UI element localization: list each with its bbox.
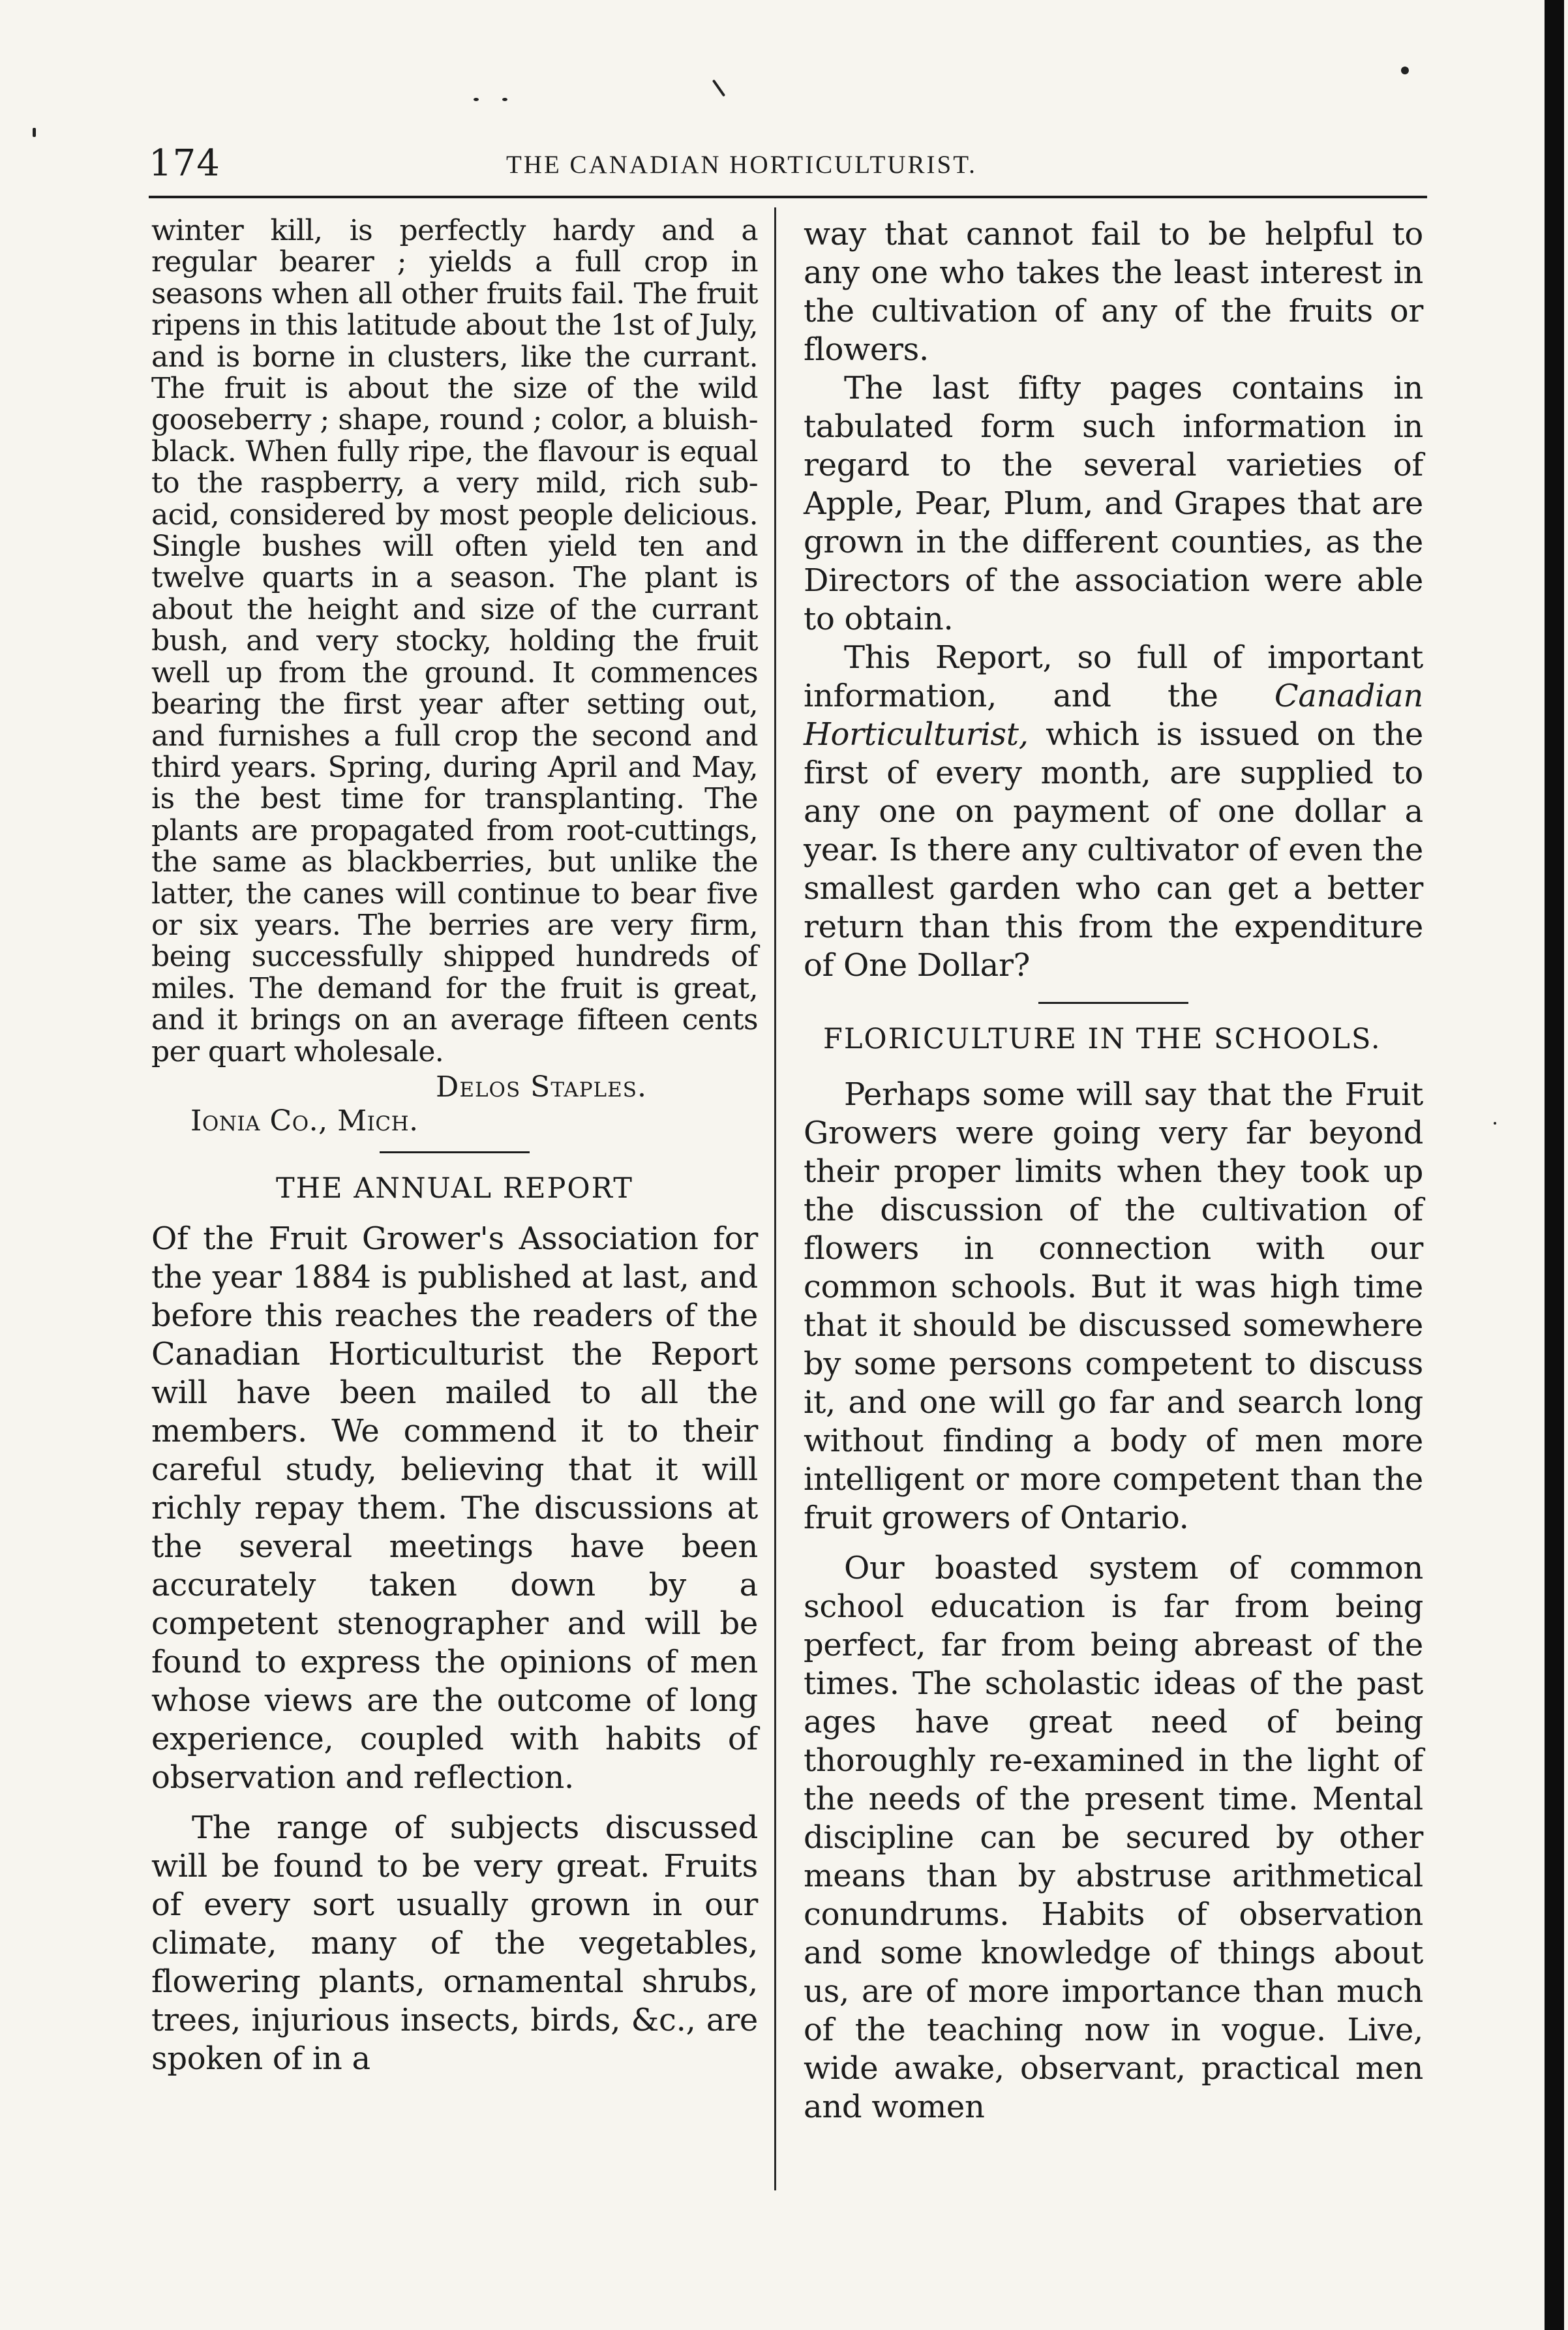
paragraph: The last fifty pages contains in tabulated form such information in regard to the several varieties of Apple, Pear, Plum, and Grapes that are grown in the different counties, as the Directors of the association were able to obtain.	[804, 370, 1423, 637]
scan-speck	[474, 98, 479, 101]
right-column	[804, 215, 1423, 2126]
page-header	[149, 142, 1426, 201]
article-continuation: winter kill, is perfectly hardy and a regular bearer ; yields a full crop in seasons when all other fruits fail. The fruit ripens in this latitude about the 1st of July, and is borne in clusters, like the currant. The fruit is about the size of the wild gooseberry ; shape, round ; color, a bluish-black. When fully ripe, the flavour is equal to the raspberry, a very mild, rich sub-acid, considered by most people delicious. Single bushes will often yield ten and twelve quarts in a season. The plant is about the height and size of the currant bush, and very stocky, holding the fruit well up from the ground. It commences bearing the first year after setting out, and furnishes a full crop the second and third years. Spring, during April and May, is the best time for transplanting. The plants are propagated from root-cuttings, the same as blackberries, but unlike the latter, the canes will continue to bear five or six years. The berries are very firm, being successfully shipped hundreds of miles. The demand for the fruit is great, and it brings on an average fifteen cents per quart wholesale.	[151, 214, 758, 1068]
scan-speck	[712, 80, 725, 97]
scan-speck	[33, 128, 36, 137]
paragraph: Of the Fruit Grower's Association for the year 1884 is published at last, and before this reaches the readers of the Canadian Horticulturist the Report will have been mailed to all the members. We commend it to their careful study, believing that it will richly repay them. The discussions at the several meetings have been accurately taken down by a competent stenographer and will be found to express the opinions of men whose views are the outcome of long experience, coupled with habits of observation and reflection.	[151, 1220, 758, 1796]
author-location: Ionia Co., Mich.	[190, 1104, 419, 1138]
paragraph-text: This Report, so full of important information, and the	[804, 639, 1423, 714]
section-separator	[380, 1151, 530, 1153]
author-signature: Delos Staples.	[436, 1070, 647, 1104]
paragraph: Our boasted system of common school education is far from being perfect, far from being abreast of the times. The scholastic ideas of the past ages have great need of being thoroughly re-examined in the light of the needs of the present time. Mental discipline can be secured by other means than by abstruse arithmetical conundrums. Habits of observation and some knowledge of things about us, are of more importance than much of the teaching now in vogue. Live, wide awake, observant, practical men and women	[804, 1550, 1423, 2125]
publication-title: Canadian Horticulturist,	[804, 678, 1423, 753]
left-column	[151, 215, 758, 2078]
paragraph	[804, 639, 1423, 985]
running-head: THE CANADIAN HORTICULTURIST.	[506, 151, 977, 179]
paragraph: way that cannot fail to be helpful to any one who takes the least interest in the cultivation of any of the fruits or flowers.	[804, 216, 1423, 368]
scan-speck	[1494, 1122, 1496, 1125]
header-rule	[149, 196, 1427, 198]
section-separator	[1038, 1002, 1188, 1004]
section-heading-floriculture: FLORICULTURE IN THE SCHOOLS.	[823, 1023, 1381, 1055]
paragraph: The range of subjects discussed will be found to be very great. Fruits of every sort usually grown in our climate, many of the vegetables, flowering plants, ornamental shrubs, trees, injurious insects, birds, &c., are spoken of in a	[151, 1809, 758, 2077]
paragraph-text: which is issued on the first of every month, are supplied to any one on payment of one dollar a year. Is there any cultivator of even the smallest garden who can get a better return than this from the expenditure of One Dollar?	[804, 716, 1423, 984]
paragraph: Perhaps some will say that the Fruit Growers were going very far beyond their proper limits when they took up the discussion of the cultivation of flowers in connection with our common schools. But it was high time that it should be discussed somewhere by some persons competent to discuss it, and one will go far and search long without finding a body of men more intelligent or more competent than the fruit growers of Ontario.	[804, 1076, 1423, 1536]
scan-edge-shadow	[1545, 0, 1564, 2330]
scan-speck	[1401, 67, 1409, 74]
page-number: 174	[149, 142, 220, 185]
scan-speck	[502, 98, 507, 101]
section-heading-annual-report: THE ANNUAL REPORT	[276, 1172, 633, 1205]
column-divider	[774, 207, 776, 2190]
